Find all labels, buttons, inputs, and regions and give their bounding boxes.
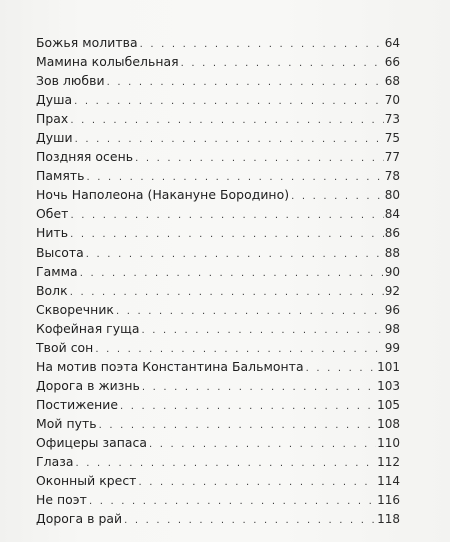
toc-entry bbox=[36, 52, 400, 71]
dot-leader bbox=[86, 245, 384, 264]
dot-leader bbox=[124, 511, 376, 530]
toc-entry-page: 98 bbox=[384, 321, 400, 336]
toc-entry bbox=[36, 204, 400, 223]
toc-entry-title: Души bbox=[36, 130, 73, 146]
toc-entry-title: Дорога в жизнь bbox=[36, 377, 140, 393]
toc-entry-title: Прах bbox=[36, 111, 69, 127]
toc-entry-title: Волк bbox=[36, 282, 68, 298]
toc-entry-page: 70 bbox=[384, 93, 400, 108]
toc-entry bbox=[36, 128, 400, 147]
toc-entry bbox=[36, 338, 400, 357]
toc-entry bbox=[36, 300, 400, 319]
toc-entry-title: Память bbox=[36, 168, 85, 184]
toc-entry bbox=[36, 452, 400, 471]
toc-entry-page: 73 bbox=[384, 112, 400, 127]
toc-entry bbox=[36, 376, 400, 395]
toc-entry-page: 118 bbox=[377, 512, 400, 527]
toc-entry-title: На мотив поэта Константина Бальмонта bbox=[36, 358, 304, 374]
toc-entry bbox=[36, 490, 400, 509]
toc-entry-page: 90 bbox=[384, 264, 400, 279]
toc-entry-page: 75 bbox=[384, 131, 400, 146]
dot-leader bbox=[107, 73, 384, 92]
toc-entry bbox=[36, 166, 400, 185]
toc-entry-title: Твой сон bbox=[36, 339, 94, 355]
toc-entry-page: 108 bbox=[377, 416, 400, 431]
toc-entry-title: Зов любви bbox=[36, 73, 105, 89]
toc-entry bbox=[36, 471, 400, 490]
toc-entry-page: 116 bbox=[377, 493, 400, 508]
toc-entry-title: Офицеры запаса bbox=[36, 434, 148, 450]
toc-entry-title: Постижение bbox=[36, 396, 119, 412]
toc-entry-page: 114 bbox=[377, 474, 400, 489]
toc-entry-title: Кофейная гуща bbox=[36, 320, 140, 336]
toc-entry-title: Мамина колыбельная bbox=[36, 54, 179, 70]
dot-leader bbox=[70, 283, 384, 302]
toc-entry bbox=[36, 90, 400, 109]
toc-entry-title: Душа bbox=[36, 92, 73, 108]
dot-leader bbox=[149, 435, 376, 454]
toc-entry-page: 86 bbox=[384, 226, 400, 241]
dot-leader bbox=[74, 92, 384, 111]
dot-leader bbox=[80, 264, 384, 283]
toc-entry bbox=[36, 109, 400, 128]
dot-leader bbox=[181, 54, 384, 73]
toc-entry-page: 64 bbox=[384, 36, 400, 50]
dot-leader bbox=[135, 149, 384, 168]
toc-entry bbox=[36, 414, 400, 433]
toc-entry-page: 105 bbox=[377, 397, 400, 412]
dot-leader bbox=[70, 111, 383, 130]
toc-entry-title: Нить bbox=[36, 225, 69, 241]
toc-entry-title: Не поэт bbox=[36, 492, 87, 508]
dot-leader bbox=[89, 492, 376, 511]
toc-entry bbox=[36, 243, 400, 262]
toc-entry-title: Божья молитва bbox=[36, 35, 138, 50]
dot-leader bbox=[291, 187, 384, 206]
toc-entry-page: 88 bbox=[384, 245, 400, 260]
toc-entry bbox=[36, 509, 400, 528]
toc-entry bbox=[36, 262, 400, 281]
toc-entry bbox=[36, 185, 400, 204]
toc-entry-page: 101 bbox=[377, 359, 400, 374]
dot-leader bbox=[142, 378, 376, 397]
toc-entry-page: 77 bbox=[384, 150, 400, 165]
toc-entry-title: Скворечник bbox=[36, 301, 114, 317]
toc-entry-page: 112 bbox=[377, 455, 400, 470]
toc-entry-title: Ночь Наполеона (Накануне Бородино) bbox=[36, 187, 290, 203]
toc-entry bbox=[36, 281, 400, 300]
toc-entry-title: Обет bbox=[36, 206, 69, 222]
toc-entry bbox=[36, 71, 400, 90]
dot-leader bbox=[138, 473, 376, 492]
toc-entry bbox=[36, 357, 400, 376]
toc-entry-page: 84 bbox=[384, 207, 400, 222]
toc-entry-title: Глаза bbox=[36, 454, 74, 470]
toc-entry-title: Дорога в рай bbox=[36, 511, 123, 527]
toc-entry-page: 78 bbox=[384, 169, 400, 184]
dot-leader bbox=[142, 321, 384, 340]
toc-entry-page: 103 bbox=[377, 378, 400, 393]
toc-entry-page: 99 bbox=[384, 340, 400, 355]
toc-entry-page: 92 bbox=[384, 283, 400, 298]
toc-entry bbox=[36, 147, 400, 166]
toc-entry-page: 110 bbox=[377, 435, 400, 450]
table-of-contents bbox=[36, 33, 400, 528]
dot-leader bbox=[70, 225, 384, 244]
toc-entry-title: Поздняя осень bbox=[36, 149, 134, 165]
dot-leader bbox=[120, 397, 376, 416]
dot-leader bbox=[116, 302, 384, 321]
toc-entry-page: 66 bbox=[384, 55, 400, 70]
toc-entry-title: Высота bbox=[36, 244, 84, 260]
toc-entry bbox=[36, 319, 400, 338]
toc-entry bbox=[36, 395, 400, 414]
toc-entry-title: Мой путь bbox=[36, 415, 97, 431]
toc-entry-page: 68 bbox=[384, 74, 400, 89]
toc-entry-title: Гамма bbox=[36, 263, 78, 279]
dot-leader bbox=[306, 359, 377, 378]
toc-entry bbox=[36, 433, 400, 452]
toc-entry-page: 96 bbox=[384, 302, 400, 317]
toc-entry-title: Оконный крест bbox=[36, 473, 137, 489]
dot-leader bbox=[70, 206, 383, 225]
toc-entry bbox=[36, 223, 400, 242]
toc-entry-page: 80 bbox=[384, 188, 400, 203]
toc-entry bbox=[36, 33, 400, 52]
